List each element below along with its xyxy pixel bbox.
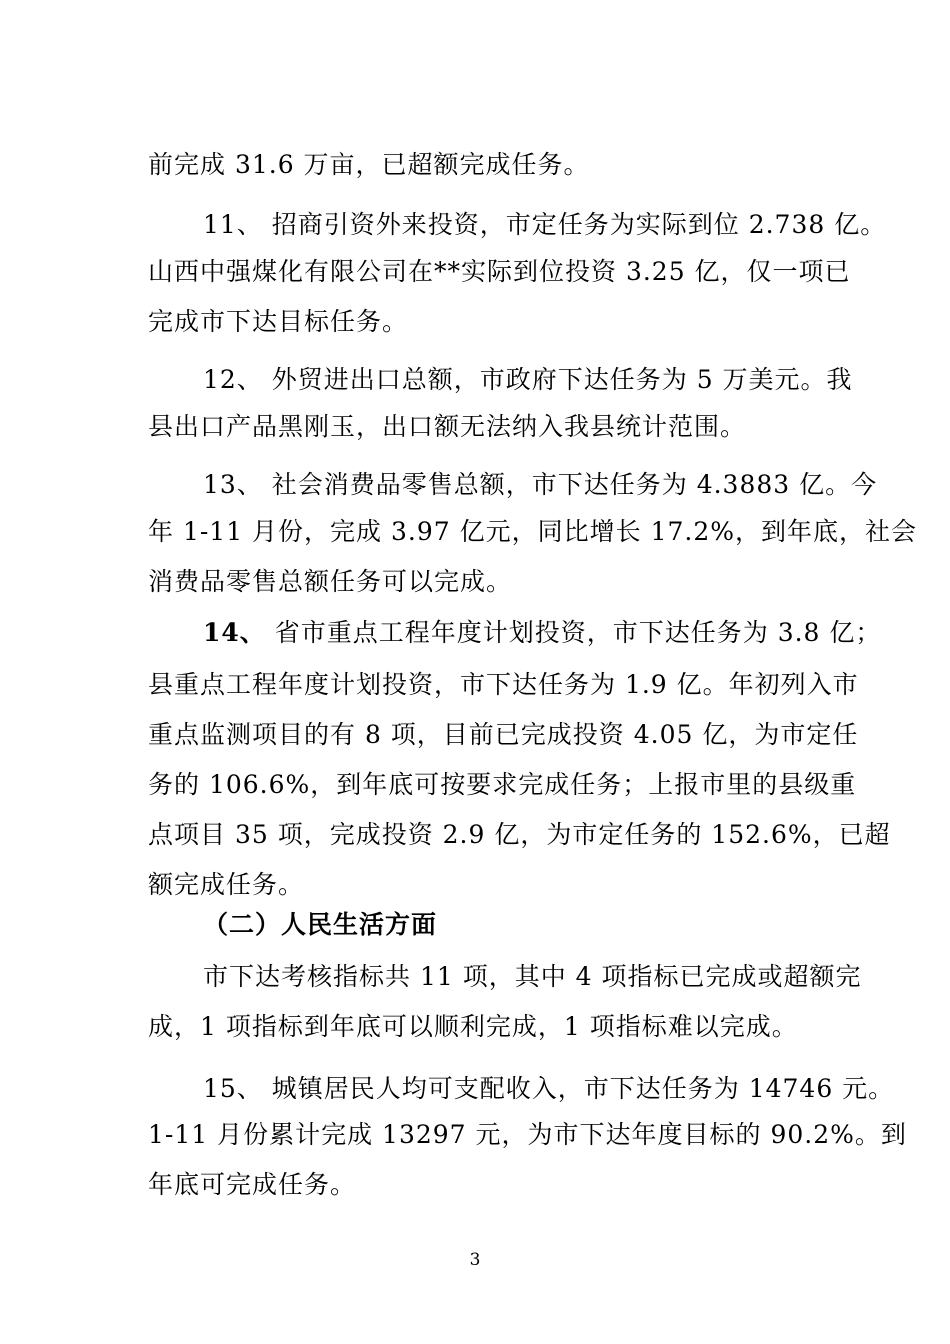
item-14-line [203,618,881,648]
text-line: 年底可完成任务。 [148,1170,357,1199]
item-11-line: 11、 招商引资外来投资，市定任务为实际到位 2.738 亿。 [203,210,887,239]
text-line: 山西中强煤化有限公司在**实际到位投资 3.25 亿，仅一项已 [148,257,851,286]
text-line: 消费品零售总额任务可以完成。 [148,567,513,596]
text-line: 点项目 35 项，完成投资 2.9 亿，为市定任务的 152.6%，已超 [148,820,891,849]
page-number: 3 [469,1250,481,1270]
text-line: 县重点工程年度计划投资，市下达任务为 1.9 亿。年初列入市 [148,670,859,699]
item-12-line: 12、 外贸进出口总额，市政府下达任务为 5 万美元。我 [203,365,853,394]
text-line: 重点监测项目的有 8 项，目前已完成投资 4.05 亿，为市定任 [148,720,859,749]
item-13-line: 13、 社会消费品零售总额，市下达任务为 4.3883 亿。今 [203,470,878,499]
text-line: 完成市下达目标任务。 [148,307,409,336]
text-line: 成，1 项指标到年底可以顺利完成，1 项指标难以完成。 [148,1012,798,1041]
text-line: 额完成任务。 [148,870,305,899]
text-line: 1-11 月份累计完成 13297 元，为市下达年度目标的 90.2%。到 [148,1120,907,1149]
text-line: 年 1-11 月份，完成 3.97 亿元，同比增长 17.2%，到年底，社会 [148,517,917,546]
text-line: 县出口产品黑刚玉，出口额无法纳入我县统计范围。 [148,412,747,441]
section-heading: （二）人民生活方面 [203,910,438,939]
item-14-number: 14、 [203,618,266,647]
text-line: 前完成 31.6 万亩，已超额完成任务。 [148,150,590,179]
item-15-line: 15、 城镇居民人均可支配收入，市下达任务为 14746 元。 [203,1074,895,1103]
item-14-text: 省市重点工程年度计划投资，市下达任务为 3.8 亿； [274,618,882,647]
text-line: 市下达考核指标共 11 项，其中 4 项指标已完成或超额完 [203,962,862,991]
text-line: 务的 106.6%，到年底可按要求完成任务；上报市里的县级重 [148,770,857,799]
